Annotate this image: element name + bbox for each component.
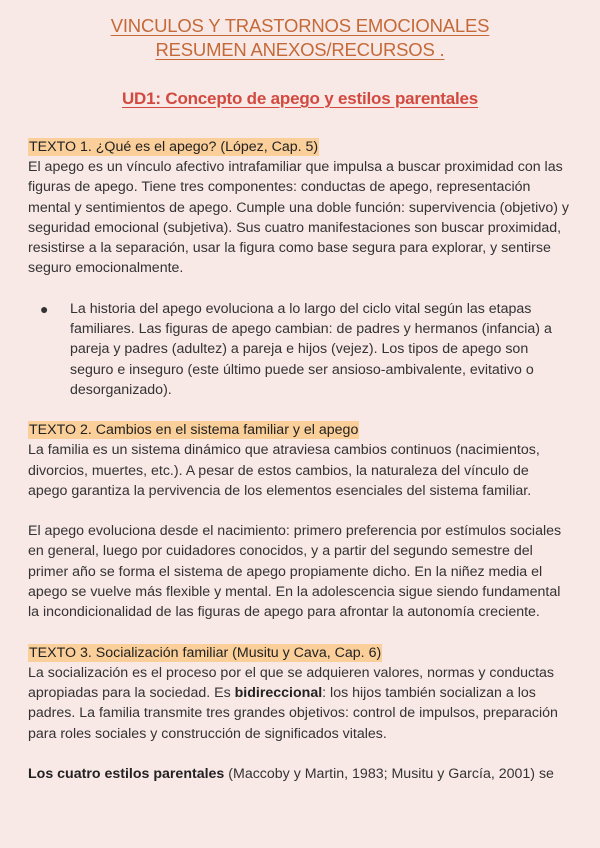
bullet-dot-icon: ● (40, 300, 49, 317)
texto-3-paragraph (28, 663, 572, 744)
document-title-line-1: VINCULOS Y TRASTORNOS EMOCIONALES (110, 15, 490, 36)
texto-1-bullet-list (28, 299, 572, 400)
texto-2-paragraph-1: La familia es un sistema dinámico que atraviesa cambios continuos (nacimientos, divorcios, muertes, etc.). A pesar de estos cambios, la naturaleza del vínculo de apego garantiza la pervivencia de los elementos esenciales del sistema familiar. (28, 442, 540, 499)
parenting-styles-term: Los cuatro estilos parentales (28, 765, 225, 782)
parenting-styles-rest: (Maccoby y Martin, 1983; Musitu y García, 2001) se (224, 765, 554, 782)
section-texto-2 (28, 420, 572, 622)
section-heading-texto-2: TEXTO 2. Cambios en el sistema familiar y el apego (29, 422, 359, 439)
texto-1-paragraph: El apego es un vínculo afectivo intrafamiliar que impulsa a buscar proximidad con las figuras de apego. Tiene tres componentes: conductas de apego, representación mental y sentimientos de apego. Cumple una doble función: supervivencia (objetivo) y seguridad emocional (subjetiva). Sus cuatro manifestaciones son buscar proximidad, resistirse a la separación, usar la figura como base segura para explorar, y sentirse seguro emocionalmente. (28, 159, 570, 277)
texto-3-bidireccional-term: bidireccional (234, 684, 323, 701)
list-item (28, 299, 572, 400)
section-heading-texto-3: TEXTO 3. Socialización familiar (Musitu y Cava, Cap. 6) (29, 644, 382, 661)
unit-title: UD1: Concepto de apego y estilos parentales (121, 89, 479, 108)
texto-3-styles-paragraph (28, 764, 572, 784)
texto-3-paragraph-start: La socialización es el proceso por el que se adquieren valores, normas y conductas apropiadas para la sociedad. Es (28, 664, 555, 701)
texto-1-bullet-text: La historia del apego evoluciona a lo largo del ciclo vital según las etapas familiares. Las figuras de apego cambian: de padres y hermanos (infancia) a pareja y padres (adultez) a pareja e hijos (vejez). Los tipos de apego son seguro e inseguro (este último puede ser ansioso-ambivalente, evitativo o desorganizado). (70, 300, 552, 398)
texto-2-paragraph-2: El apego evoluciona desde el nacimiento: primero preferencia por estímulos sociales en general, luego por cuidadores conocidos, y a partir del segundo semestre del primer año se forma el sistema de apego propiamente dicho. En la niñez media el apego se vuelve más flexible y mental. En la adolescencia sigue siendo fundamental la incondicionalidad de las figuras de apego para afrontar la autonomía creciente. (28, 523, 562, 621)
document-title-line-2: RESUMEN ANEXOS/RECURSOS . (155, 39, 445, 60)
texto-3-paragraph-end: : los hijos también socializan a los padres. La familia transmite tres grandes objetivos: control de impulsos, preparación para roles sociales y construcción de significados vitales. (28, 684, 558, 742)
section-texto-1 (28, 137, 572, 400)
document-title (28, 14, 572, 62)
section-heading-texto-1: TEXTO 1. ¿Qué es el apego? (López, Cap. 5) (29, 139, 319, 155)
section-texto-3 (28, 643, 572, 784)
